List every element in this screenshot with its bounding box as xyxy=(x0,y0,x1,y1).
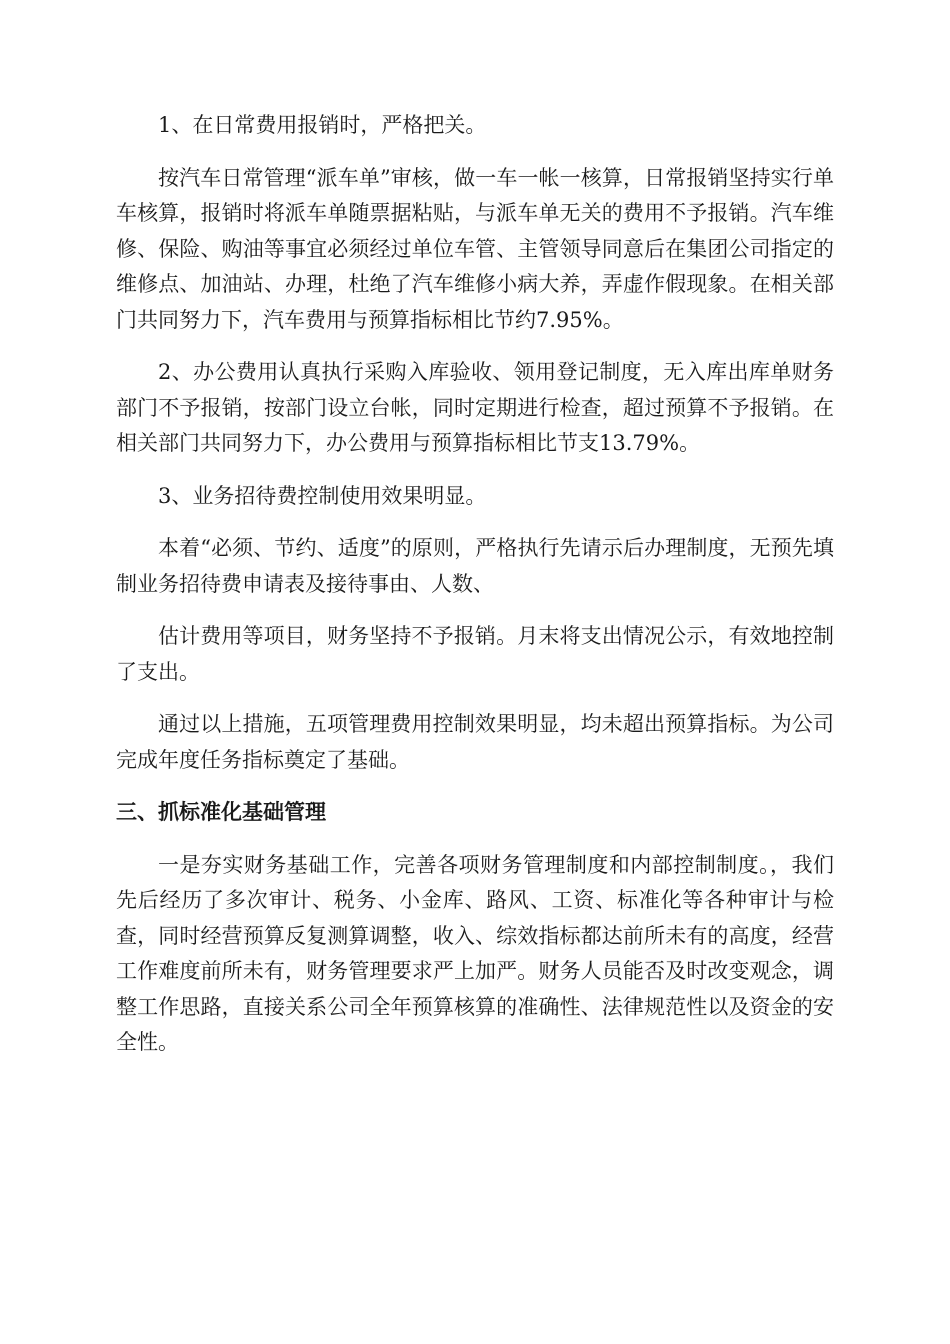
paragraph-3-item: 3、业务招待费控制使用效果明显。 xyxy=(158,483,487,508)
section-heading: 三、抓标准化基础管理 xyxy=(116,800,326,824)
paragraph-2-office-expenses: 2、办公费用认真执行采购入库验收、领用登记制度，无入库出库单财务部门不予报销，按部门设立台帐，同时定期进行检查，超过预算不予报销。在相关部门共同努力下，办公费用与预算指标相比节支13.79%。 xyxy=(116,360,834,455)
paragraph-1-item: 1、在日常费用报销时，严格把关。 xyxy=(158,113,487,137)
paragraph-standardization: 一是夯实财务基础工作，完善各项财务管理制度和内部控制制度。，我们先后经历了多次审计、税务、小金库、路风、工资、标准化等各种审计与检查，同时经营预算反复测算调整，收入、综效指标都达前所未有的高度，经营工作难度前所未有，财务管理要求严上加严。财务人员能否及时改变观念，调整工作思路，直接关系公司全年预算核算的准确性、法律规范性以及资金的安全性。 xyxy=(116,852,834,1054)
paragraph-entertainment-principle: 本着“必须、节约、适度”的原则，严格执行先请示后办理制度，无预先填制业务招待费申请表及接待事由、人数、 xyxy=(116,536,834,596)
paragraph-entertainment-continued: 估计费用等项目，财务坚持不予报销。月末将支出情况公示，有效地控制了支出。 xyxy=(116,624,834,684)
paragraph-summary: 通过以上措施，五项管理费用控制效果明显，均未超出预算指标。为公司完成年度任务指标奠定了基础。 xyxy=(116,712,834,772)
paragraph-vehicle-expenses: 按汽车日常管理“派车单”审核，做一车一帐一核算，日常报销坚持实行单车核算，报销时将派车单随票据粘贴，与派车单无关的费用不予报销。汽车维修、保险、购油等事宜必须经过单位车管、主管领导同意后在集团公司指定的维修点、加油站、办理，杜绝了汽车维修小病大养，弄虚作假现象。在相关部门共同努力下，汽车费用与预算指标相比节约7.95%。 xyxy=(116,165,834,332)
